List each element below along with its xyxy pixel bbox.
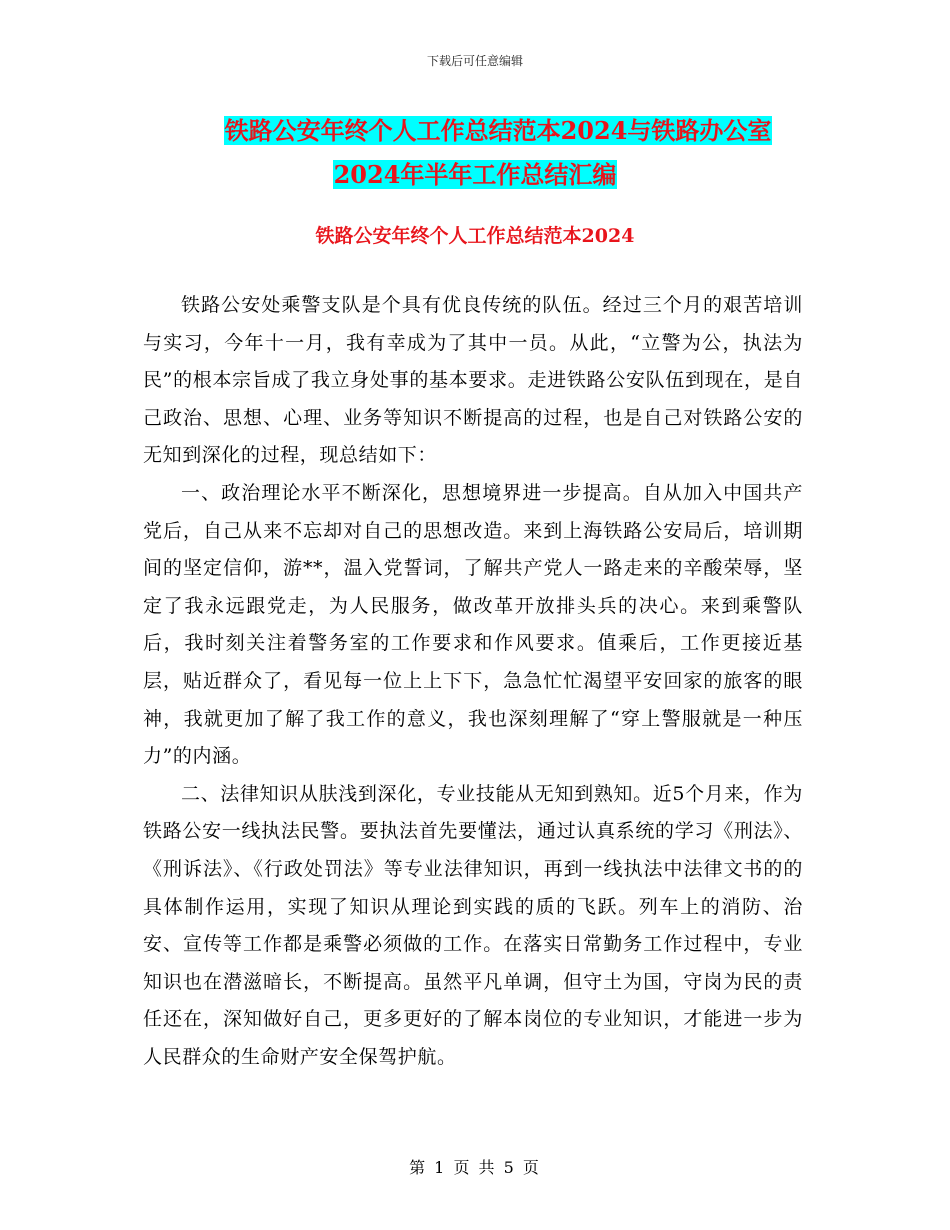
document-title-line-1 [0,114,950,148]
body-text [143,287,803,1076]
title-line-1-text: 铁路公安年终个人工作总结范本2024与铁路办公室 [224,116,772,145]
page-footer: 第 1 页 共 5 页 [409,1158,541,1177]
paragraph-political: 一、政治理论水平不断深化，思想境界进一步提高。自从加入中国共产党后，自己从来不忘却对自己的思想改造。来到上海铁路公安局后，培训期间的坚定信仰，游**，温入党誓词，了解共产党人一路走来的辛酸荣辱，坚定了我永远跟党走，为人民服务，做改革开放排头兵的决心。来到乘警队后，我时刻关注着警务室的工作要求和作风要求。值乘后，工作更接近基层，贴近群众了，看见每一位上上下下，急急忙忙渴望平安回家的旅客的眼神，我就更加了解了我工作的意义，我也深刻理解了“穿上警服就是一种压力”的内涵。 [143,481,803,768]
paragraph-legal: 二、法律知识从肤浅到深化，专业技能从无知到熟知。近5个月来，作为铁路公安一线执法民警。要执法首先要懂法，通过认真系统的学习《刑法》、《刑诉法》、《行政处罚法》等专业法律知识，再到一线执法中法律文书的的具体制作运用，实现了知识从理论到实践的质的飞跃。列车上的消防、治安、宣传等工作都是乘警必须做的工作。在落实日常勤务工作过程中，专业知识也在潜滋暗长，不断提高。虽然平凡单调，但守土为国，守岗为民的责任还在，深知做好自己，更多更好的了解本岗位的专业知识，才能进一步为人民群众的生命财产安全保驾护航。 [143,782,803,1068]
document-title-line-2 [0,158,950,192]
header-note: 下载后可任意编辑 [426,54,523,68]
section-title: 铁路公安年终个人工作总结范本2024 [315,225,635,247]
paragraph-intro: 铁路公安处乘警支队是个具有优良传统的队伍。经过三个月的艰苦培训与实习，今年十一月，我有幸成为了其中一员。从此，“立警为公，执法为民”的根本宗旨成了我立身处事的基本要求。走进铁路公安队伍到现在，是自己政治、思想、心理、业务等知识不断提高的过程，也是自己对铁路公安的无知到深化的过程，现总结如下： [143,294,803,467]
title-line-2-text: 2024年半年工作总结汇编 [333,160,617,189]
